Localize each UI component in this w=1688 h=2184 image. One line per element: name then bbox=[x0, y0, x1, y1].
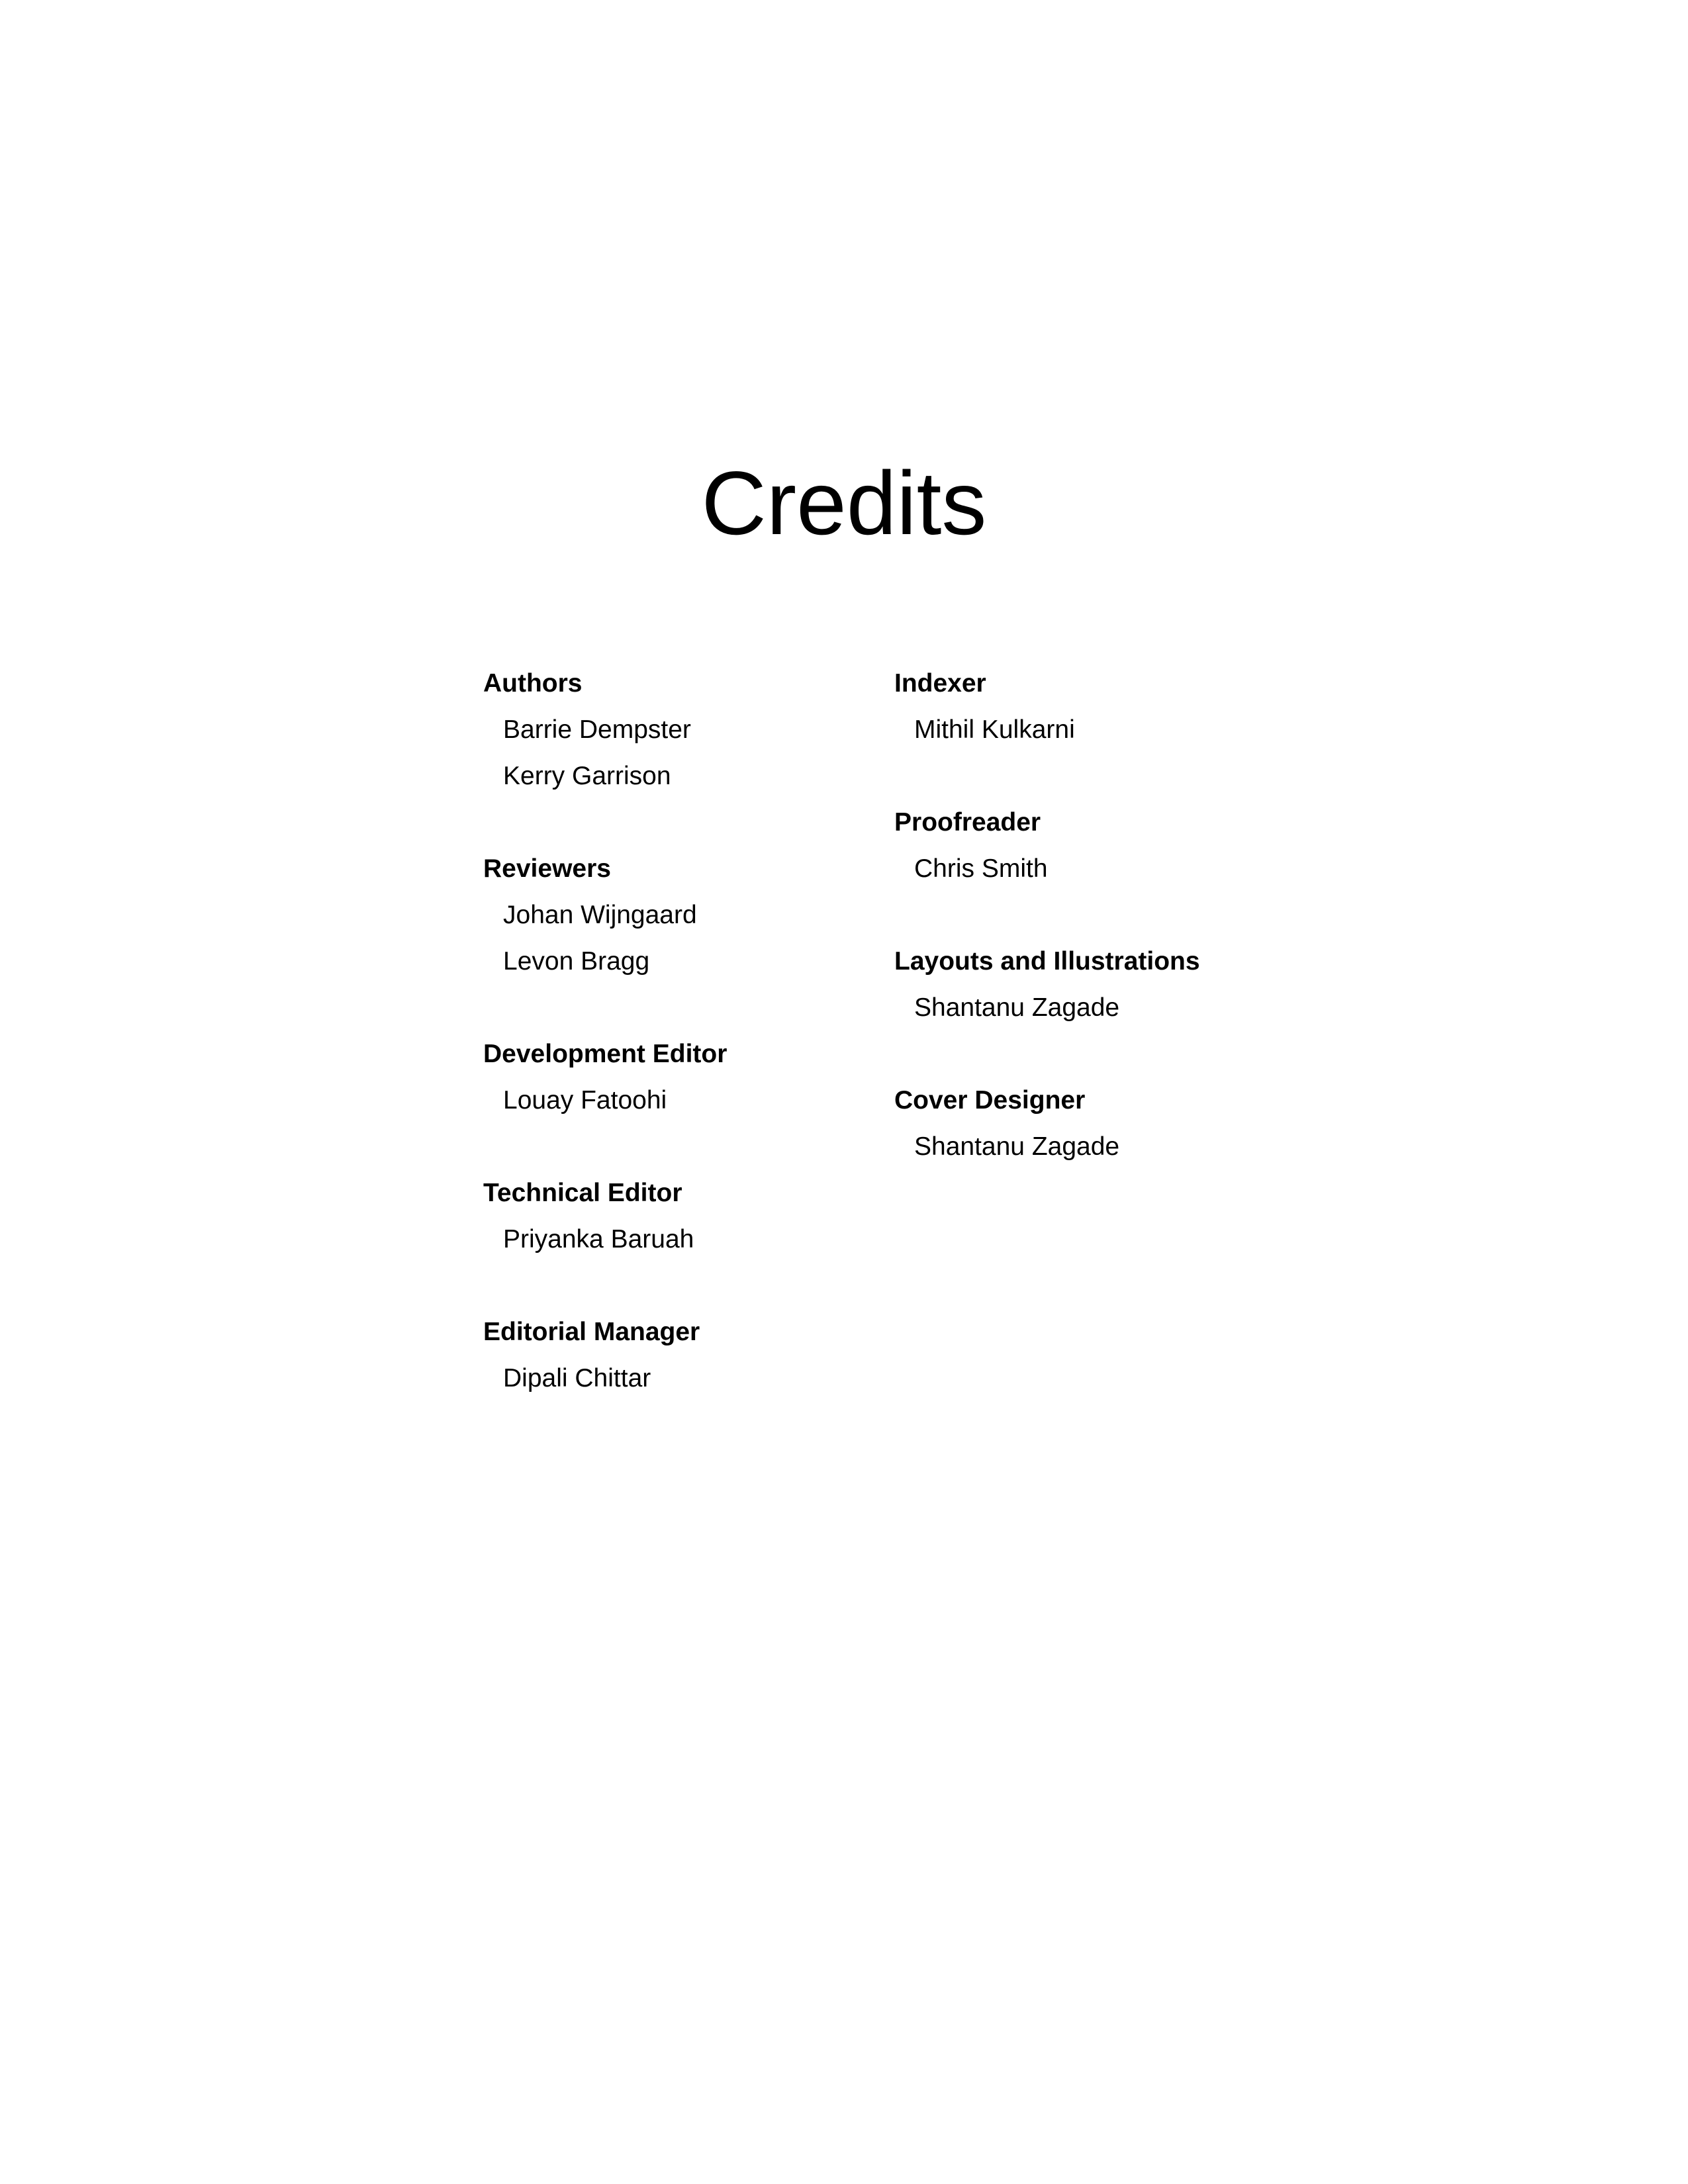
credit-role: Authors bbox=[483, 669, 583, 698]
credit-person: Chris Smith bbox=[914, 854, 1048, 883]
credit-person: Louay Fatoohi bbox=[503, 1086, 667, 1115]
credit-role: Layouts and Illustrations bbox=[894, 947, 1200, 976]
credit-section-layouts-illustrations bbox=[894, 938, 1305, 1031]
credit-role: Indexer bbox=[894, 669, 986, 698]
credit-section-indexer bbox=[894, 660, 1305, 753]
credit-role: Editorial Manager bbox=[483, 1318, 700, 1346]
credit-section-authors bbox=[483, 660, 894, 799]
credit-person: Levon Bragg bbox=[503, 947, 650, 976]
credit-role: Technical Editor bbox=[483, 1179, 682, 1207]
credit-person: Priyanka Baruah bbox=[503, 1225, 694, 1253]
credit-person: Johan Wijngaard bbox=[503, 901, 697, 929]
credits-column-left bbox=[483, 660, 894, 1448]
credit-role: Cover Designer bbox=[894, 1086, 1086, 1115]
credits-column-right bbox=[894, 660, 1305, 1216]
credit-person: Dipali Chittar bbox=[503, 1364, 651, 1392]
credit-role: Proofreader bbox=[894, 808, 1041, 837]
credit-role: Reviewers bbox=[483, 854, 611, 883]
credit-section-reviewers bbox=[483, 846, 894, 985]
credit-person: Shantanu Zagade bbox=[914, 993, 1120, 1022]
credit-section-editorial-manager bbox=[483, 1309, 894, 1402]
credit-section-cover-designer bbox=[894, 1077, 1305, 1170]
credit-section-technical-editor bbox=[483, 1170, 894, 1263]
credit-person: Barrie Dempster bbox=[503, 715, 691, 744]
credit-section-development-editor bbox=[483, 1031, 894, 1124]
credit-person: Mithil Kulkarni bbox=[914, 715, 1075, 744]
credit-role: Development Editor bbox=[483, 1040, 727, 1068]
credit-person: Shantanu Zagade bbox=[914, 1132, 1120, 1161]
credit-section-proofreader bbox=[894, 799, 1305, 892]
page-title: Credits bbox=[701, 453, 987, 553]
credit-person: Kerry Garrison bbox=[503, 762, 671, 790]
